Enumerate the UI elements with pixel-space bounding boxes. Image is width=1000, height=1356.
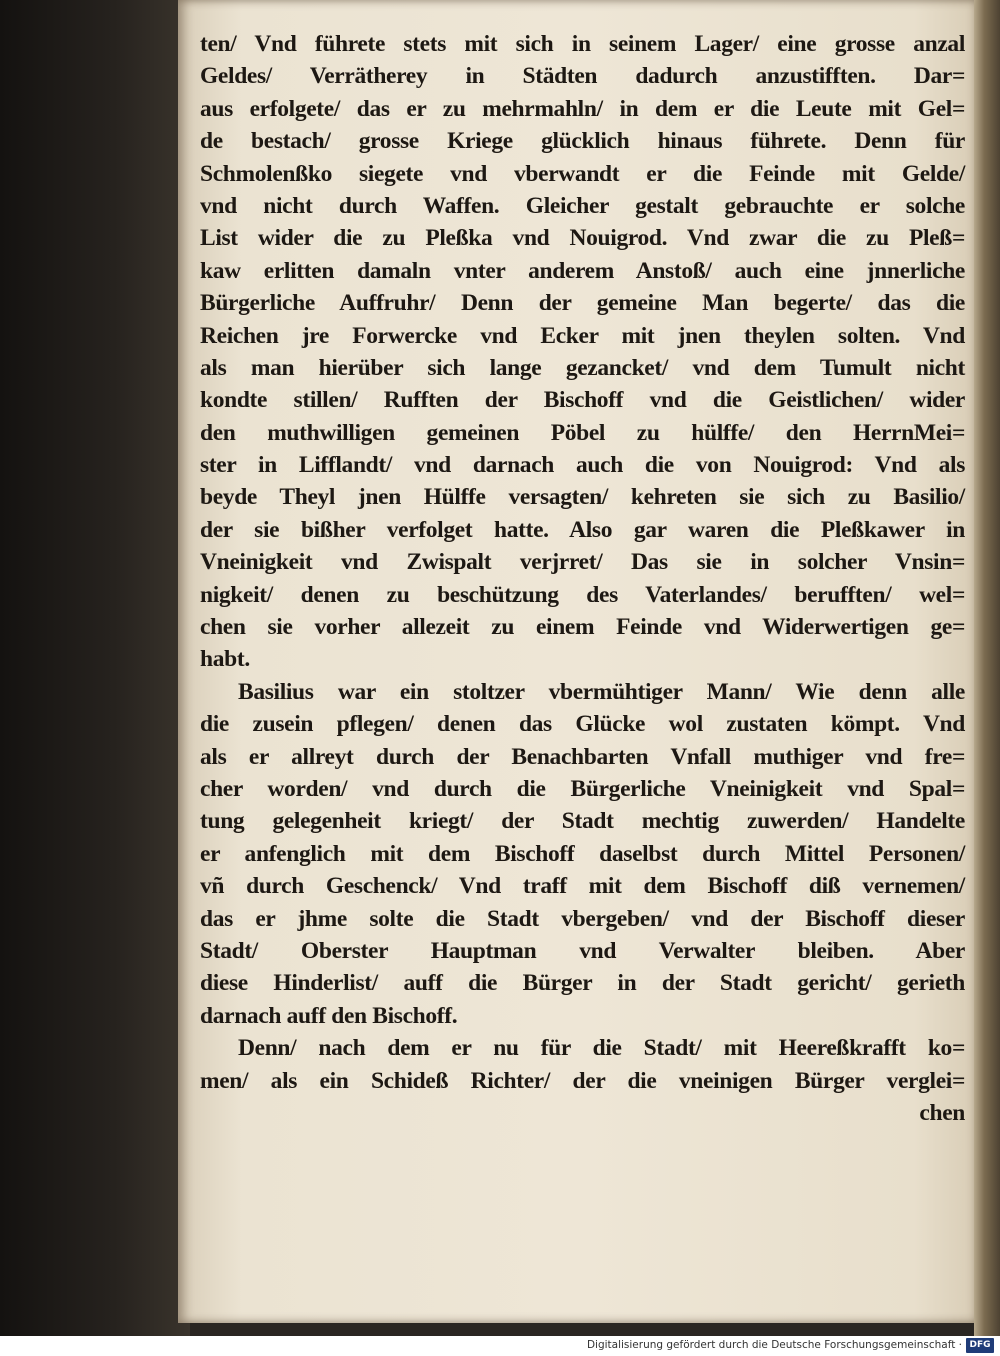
text-line: men/ als ein Schideß Richter/ der die vneinigen Bürger verglei=: [200, 1067, 965, 1094]
footer-bar: [0, 1336, 1000, 1356]
text-line: Geldes/ Verrätherey in Städten dadurch anzustifften. Dar=: [200, 63, 965, 90]
text-line: das er jhme solte die Stadt vbergeben/ vnd der Bischoff dieser: [200, 905, 965, 932]
text-line: vñ durch Geschenck/ Vnd traff mit dem Bischoff diß vernemen/: [200, 873, 965, 900]
text-line: als man hierüber sich lange gezancket/ vnd dem Tumult nicht: [200, 354, 965, 381]
text-line: Vneinigkeit vnd Zwispalt verjrret/ Das sie in solcher Vnsin=: [200, 549, 965, 576]
page-text: [200, 28, 965, 1129]
text-line: de bestach/ grosse Kriege glücklich hinaus führete. Denn für: [200, 128, 965, 155]
text-line: Schmolenßko siegete vnd vberwandt er die Feinde mit Gelde/: [200, 160, 965, 187]
text-line: Bürgerliche Auffruhr/ Denn der gemeine Man begerte/ das die: [200, 290, 965, 317]
text-line: vnd nicht durch Waffen. Gleicher gestalt gebrauchte er solche: [200, 192, 965, 219]
text-line: ten/ Vnd führete stets mit sich in seinem Lager/ eine grosse anzal: [200, 31, 965, 57]
text-line: Reichen jre Forwercke vnd Ecker mit jnen theylen solten. Vnd: [200, 322, 965, 349]
text-line: er anfenglich mit dem Bischoff daselbst durch Mittel Personen/: [200, 840, 965, 867]
text-line: die zusein pflegen/ denen das Glücke wol zustaten kömpt. Vnd: [200, 711, 965, 738]
catchword: chen: [919, 1099, 965, 1126]
text-line: nigkeit/ denen zu beschützung des Vaterlandes/ berufften/ wel=: [200, 581, 965, 608]
text-line: beyde Theyl jnen Hülffe versagten/ kehreten sie sich zu Basilio/: [200, 484, 965, 511]
text-line: diese Hinderlist/ auff die Bürger in der Stadt gericht/ gerieth: [200, 970, 965, 997]
text-line: Denn/ nach dem er nu für die Stadt/ mit Heereßkrafft ko=: [238, 1035, 965, 1062]
dfg-logo: DFG: [966, 1338, 994, 1353]
text-line: chen sie vorher allezeit zu einem Feinde vnd Widerwertigen ge=: [200, 614, 965, 641]
text-line: den muthwilligen gemeinen Pöbel zu hülffe/ den HerrnMei=: [200, 419, 965, 446]
text-line: kaw erlitten damaln vnter anderem Anstoß/ auch eine jnnerliche: [200, 257, 965, 284]
book-gutter: [0, 0, 190, 1336]
funding-notice: Digitalisierung gefördert durch die Deutsche Forschungsgemeinschaft ·: [586, 1339, 962, 1351]
text-line: als er allreyt durch der Benachbarten Vnfall muthiger vnd fre=: [200, 743, 965, 770]
text-line: Stadt/ Oberster Hauptman vnd Verwalter bleiben. Aber: [200, 937, 965, 964]
text-line: cher worden/ vnd durch die Bürgerliche Vneinigkeit vnd Spal=: [200, 775, 965, 802]
page-edge: [974, 0, 1000, 1336]
text-line: List wider die zu Pleßka vnd Nouigrod. Vnd zwar die zu Pleß=: [200, 225, 965, 252]
text-line: tung gelegenheit kriegt/ der Stadt mechtig zuwerden/ Handelte: [200, 808, 965, 835]
text-line: habt.: [200, 646, 250, 673]
text-line: ster in Lifflandt/ vnd darnach auch die von Nouigrod: Vnd als: [200, 452, 965, 479]
text-line: kondte stillen/ Rufften der Bischoff vnd die Geistlichen/ wider: [200, 387, 965, 414]
text-line: der sie bißher verfolget hatte. Also gar waren die Pleßkawer in: [200, 516, 965, 543]
text-line: aus erfolgete/ das er zu mehrmahln/ in dem er die Leute mit Gel=: [200, 95, 965, 122]
text-line: darnach auff den Bischoff.: [200, 1002, 458, 1029]
text-line: Basilius war ein stoltzer vbermühtiger Mann/ Wie denn alle: [238, 678, 965, 705]
